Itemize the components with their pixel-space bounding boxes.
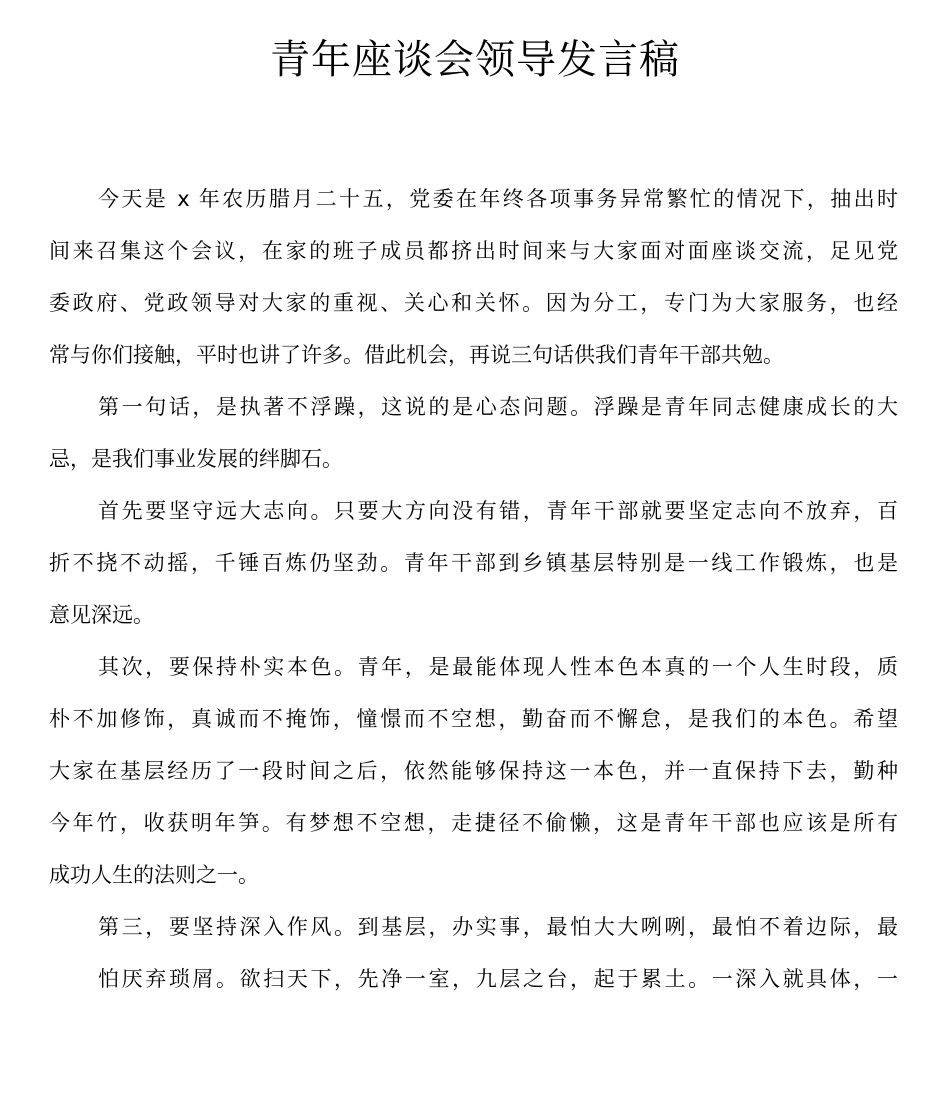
document-title: 青年座谈会领导发言稿 [270, 37, 680, 83]
text-line: 首先要坚守远大志向。只要大方向没有错，青年干部就要坚定志向不放弃，百 [98, 499, 898, 523]
text-line: 成功人生的法则之一。 [49, 863, 259, 887]
text-line: 常与你们接触，平时也讲了许多。借此机会，再说三句话供我们青年干部共勉。 [49, 343, 784, 367]
text-line: 委政府、党政领导对大家的重视、关心和关怀。因为分工，专门为大家服务，也经 [49, 291, 898, 315]
text-line: 今天是 x 年农历腊月二十五，党委在年终各项事务异常繁忙的情况下，抽出时 [98, 187, 898, 211]
text-line: 折不挠不动摇，千锤百炼仍坚劲。青年干部到乡镇基层特别是一线工作锻炼，也是 [49, 551, 898, 575]
text-line: 其次，要保持朴实本色。青年，是最能体现人性本色本真的一个人生时段，质 [98, 655, 898, 679]
text-line: 第三，要坚持深入作风。到基层，办实事，最怕大大咧咧，最怕不着边际，最 [98, 915, 898, 939]
text-line: 第一句话，是执著不浮躁，这说的是心态问题。浮躁是青年同志健康成长的大 [98, 395, 898, 419]
text-line: 今年竹，收获明年笋。有梦想不空想，走捷径不偷懒，这是青年干部也应该是所有 [49, 811, 898, 835]
text-line: 意见深远。 [49, 603, 154, 627]
text-line: 怕厌弃琐屑。欲扫天下，先净一室，九层之台，起于累土。一深入就具体，一 [98, 967, 898, 991]
text-line: 大家在基层经历了一段时间之后，依然能够保持这一本色，并一直保持下去，勤种 [49, 759, 898, 783]
text-line: 忌，是我们事业发展的绊脚石。 [49, 447, 343, 471]
text-line: 朴不加修饰，真诚而不掩饰，憧憬而不空想，勤奋而不懈怠，是我们的本色。希望 [49, 707, 898, 731]
text-line: 间来召集这个会议，在家的班子成员都挤出时间来与大家面对面座谈交流，足见党 [49, 239, 898, 263]
